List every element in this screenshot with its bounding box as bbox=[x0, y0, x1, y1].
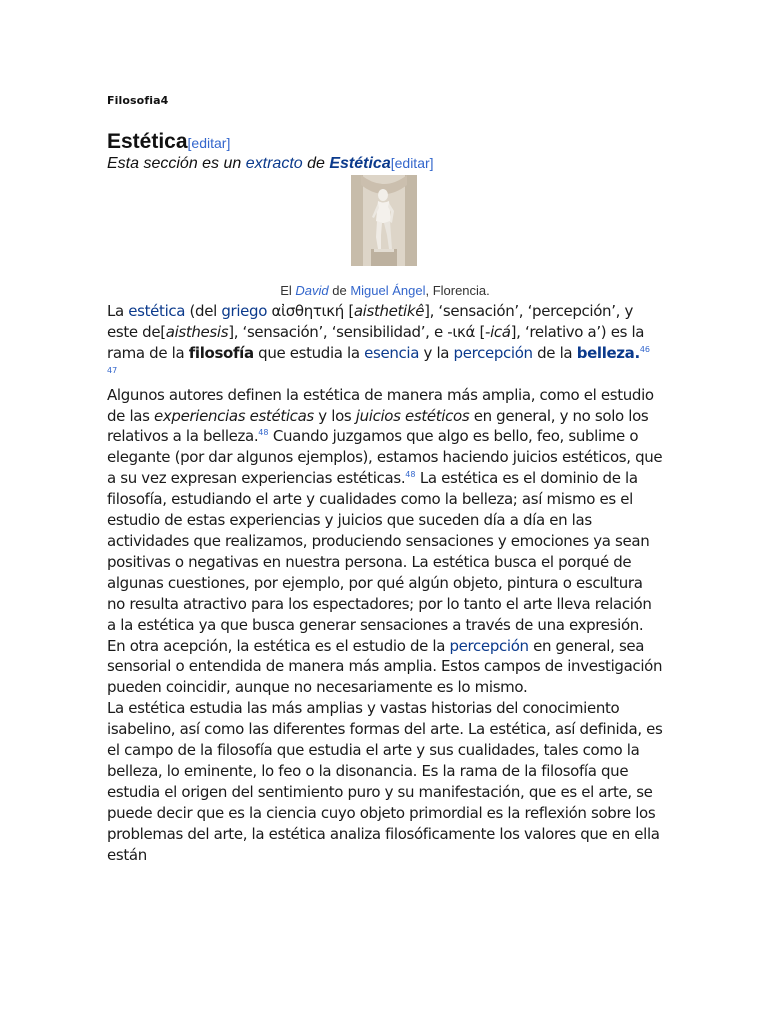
paragraph-4 bbox=[107, 698, 663, 865]
italic-term: icá bbox=[490, 322, 511, 341]
caption-middle: de bbox=[328, 283, 351, 298]
italic-term: aisthetikê bbox=[353, 302, 425, 320]
excerpt-prefix: Esta sección es un bbox=[107, 155, 246, 172]
italic-term: experiencias estéticas bbox=[154, 406, 314, 425]
paragraph-1 bbox=[107, 301, 663, 385]
section-edit-link[interactable]: [editar] bbox=[187, 135, 231, 151]
text: (del bbox=[185, 302, 222, 320]
text: Cuando juzgamos que algo es bello, feo, sublime o elegante (por dar algunos ejemplos), estamos haciendo juicios estéticos, que a su vez expresan experiencias estéticas. bbox=[107, 427, 663, 488]
text: y los bbox=[313, 406, 356, 425]
reference-46[interactable]: 46 bbox=[639, 344, 650, 354]
section-heading bbox=[107, 130, 230, 154]
link-percepcion[interactable]: percepción bbox=[449, 636, 529, 655]
paragraph-2 bbox=[107, 385, 663, 636]
link-belleza[interactable]: belleza. bbox=[576, 343, 640, 362]
paragraph-3 bbox=[107, 636, 663, 699]
excerpt-note bbox=[107, 155, 434, 173]
link-estetica[interactable]: estética bbox=[128, 302, 186, 320]
caption-prefix: El bbox=[280, 283, 296, 298]
text: La estética estudia las más amplias y vastas historias del conocimiento isabelino, así como las diferentes formas del arte. La estética, así definida, es el campo de la filosofía que estudia el arte y sus cualidades, tales como la belleza, lo eminente, lo feo o la disonancia. Es la rama de la filosofía que estudia el origen del sentimiento puro y su manifestación, que es el arte, se puede decir que es la ciencia cuyo objeto primordial es la reflexión sobre los problemas del arte, la estética analiza filosóficamente los valores que en ella están bbox=[107, 699, 663, 864]
caption-suffix: , Florencia. bbox=[425, 283, 490, 298]
link-esencia[interactable]: esencia bbox=[364, 343, 420, 362]
reference-48[interactable]: 48 bbox=[258, 428, 269, 438]
reference-47[interactable]: 47 bbox=[107, 365, 118, 375]
text: en general, sea sensorial o entendida de manera más amplia. Estos campos de investigación pueden coincidir, aunque no necesariamente es lo mismo. bbox=[107, 636, 663, 697]
text: de la bbox=[532, 343, 577, 362]
text: y la bbox=[419, 343, 454, 362]
document-label: Filosofia4 bbox=[107, 94, 169, 107]
link-percepcion[interactable]: percepción bbox=[453, 343, 533, 362]
david-link[interactable]: David bbox=[295, 283, 329, 298]
figure-caption bbox=[107, 283, 663, 298]
text: Algunos autores definen la estética de manera más amplia, como el estudio de las bbox=[107, 385, 654, 425]
text: ], ‘relativo a’) es la rama de la bbox=[107, 322, 645, 362]
text: que estudia la bbox=[253, 343, 365, 362]
text: En otra acepción, la estética es el estudio de la bbox=[107, 636, 450, 655]
article-body bbox=[107, 301, 663, 865]
excerpt-edit-link[interactable]: [editar] bbox=[390, 155, 434, 171]
bold-term: filosofía bbox=[188, 343, 254, 362]
italic-term: juicios estéticos bbox=[355, 406, 470, 425]
article-link[interactable]: Estética bbox=[329, 155, 391, 172]
text: La bbox=[107, 302, 129, 320]
italic-term: aisthesis bbox=[165, 322, 229, 341]
david-statue-image[interactable] bbox=[351, 175, 417, 266]
statue-illustration bbox=[351, 175, 417, 266]
reference-48[interactable]: 48 bbox=[405, 470, 416, 480]
text: αἰσθητική [ bbox=[267, 302, 354, 320]
extract-link[interactable]: extracto bbox=[245, 155, 303, 172]
text: en general, y no solo los relativos a la belleza. bbox=[107, 406, 649, 446]
link-griego[interactable]: griego bbox=[221, 302, 268, 320]
text: ], ‘sensación’, ‘sensibilidad’, e -ικά [- bbox=[228, 322, 491, 341]
text: ], ‘sensación’, ‘percepción’, y este de[ bbox=[107, 302, 633, 341]
excerpt-middle: de bbox=[302, 155, 330, 172]
text: La estética es el dominio de la filosofía, estudiando el arte y cualidades como la belleza; así mismo es el estudio de estas experiencias y juicios que suceden día a día en las actividades que realizamos, produciendo sensaciones y emociones ya sean positivas o negativas en nuestra persona. La estética busca el porqué de algunas cuestiones, por ejemplo, por qué algún objeto, pintura o escultura no resulta atractivo para los espectadores; por lo tanto el arte lleva relación a la estética ya que busca generar sensaciones a través de una expresión. bbox=[107, 469, 652, 634]
miguel-angel-link[interactable]: Miguel Ángel bbox=[350, 283, 426, 298]
section-title: Estética bbox=[107, 130, 188, 153]
